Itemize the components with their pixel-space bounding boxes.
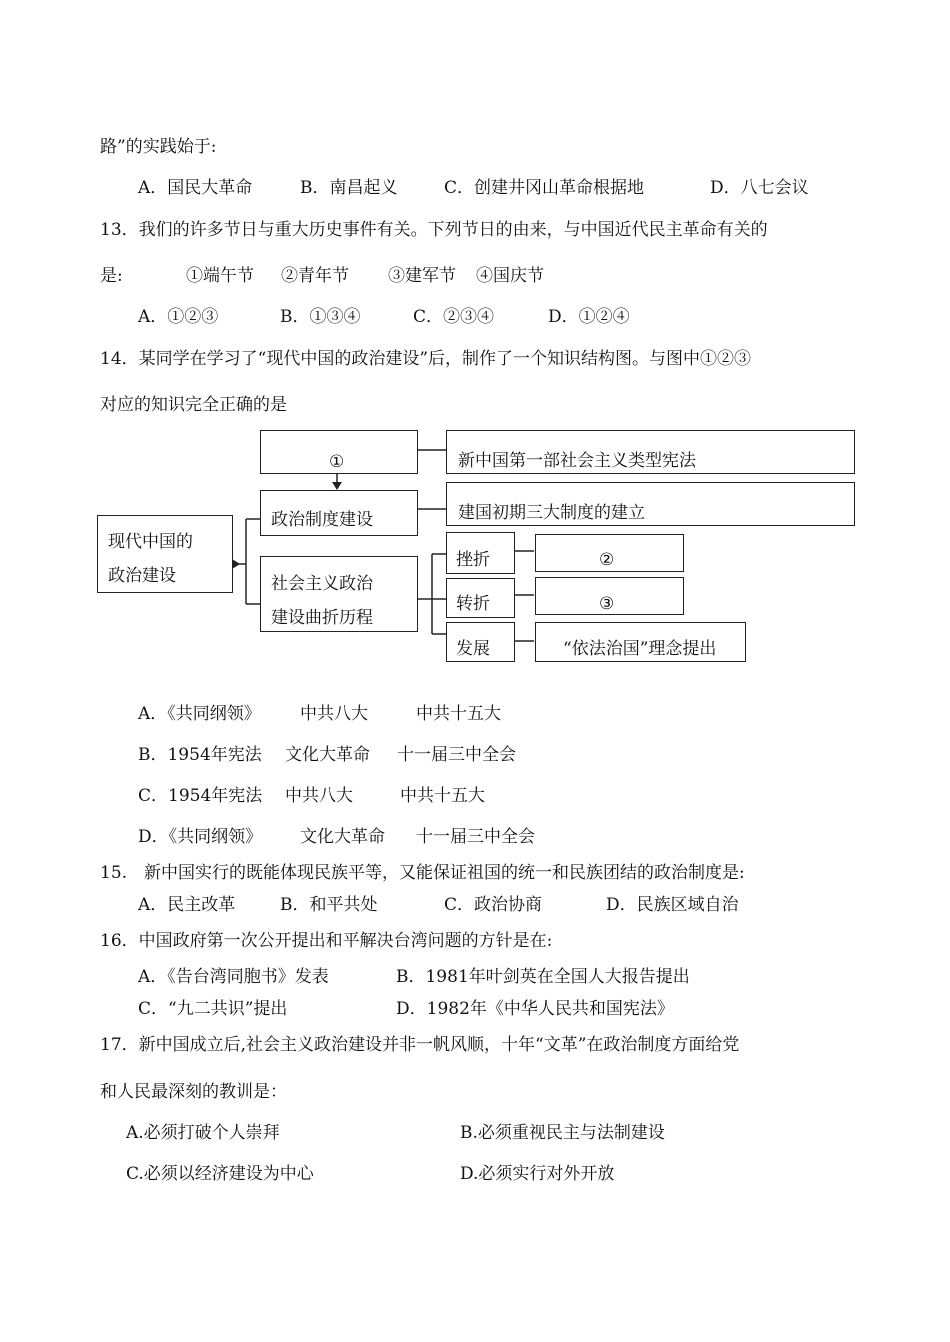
root-label-line2: 政治建设 xyxy=(108,566,176,586)
blank-1-label: ① xyxy=(329,452,345,472)
q17-option-c: C.必须以经济建设为中心 xyxy=(126,1164,314,1184)
blank-2-label: ② xyxy=(599,550,615,570)
q13-item-2: ②青年节 xyxy=(281,266,349,286)
q14-option-a-1: A．《共同纲领》 xyxy=(138,704,261,724)
q14-stem: 14．某同学在学习了“现代中国的政治建设”后，制作了一个知识结构图。与图中①②③ xyxy=(100,349,752,369)
q16-option-c: C．“九二共识”提出 xyxy=(138,999,288,1019)
q12-option-d: D．八七会议 xyxy=(710,178,809,198)
q12-option-b: B．南昌起义 xyxy=(300,178,398,198)
q12-option-c: C．创建井冈山革命根据地 xyxy=(444,178,645,198)
q15-option-b: B．和平共处 xyxy=(280,895,378,915)
political-system-label: 政治制度建设 xyxy=(271,510,373,530)
q17-stem: 17．新中国成立后,社会主义政治建设并非一帆风顺，十年“文革”在政治制度方面给党 xyxy=(100,1035,740,1055)
blank-3-label: ③ xyxy=(599,594,615,614)
q13-item-1: ①端午节 xyxy=(186,266,254,286)
q15-option-a: A．民主改革 xyxy=(138,895,236,915)
q16-option-a: A．《告台湾同胞书》发表 xyxy=(138,967,329,987)
q16-option-b: B．1981年叶剑英在全国人大报告提出 xyxy=(396,967,690,987)
q13-option-c: C．②③④ xyxy=(413,307,495,327)
q14-option-b-2: 文化大革命 xyxy=(285,745,370,765)
q14-option-b-1: B．1954年宪法 xyxy=(138,745,262,765)
q16-option-d: D．1982年《中华人民共和国宪法》 xyxy=(396,999,674,1019)
q12-option-a: A．国民大革命 xyxy=(138,178,253,198)
q14-option-d-1: D．《共同纲领》 xyxy=(138,827,263,847)
rule-of-law-label: “依法治国”理念提出 xyxy=(563,639,717,659)
root-label-line1: 现代中国的 xyxy=(108,532,193,552)
q14-option-a-3: 中共十五大 xyxy=(416,704,501,724)
q14-option-d-3: 十一届三中全会 xyxy=(416,827,535,847)
q15-option-c: C．政治协商 xyxy=(444,895,543,915)
tortuous-course-line1: 社会主义政治 xyxy=(271,574,373,594)
q14-option-a-2: 中共八大 xyxy=(300,704,368,724)
q17-option-b: B.必须重视民主与法制建设 xyxy=(460,1123,665,1143)
development-label: 发展 xyxy=(456,639,490,659)
q15-option-d: D．民族区域自治 xyxy=(606,895,739,915)
q13-option-a: A．①②③ xyxy=(138,307,219,327)
q17-option-d: D.必须实行对外开放 xyxy=(460,1164,615,1184)
q14-option-c-1: C．1954年宪法 xyxy=(138,786,263,806)
q13-stem: 13．我们的许多节日与重大历史事件有关。下列节日的由来，与中国近代民主革命有关的 xyxy=(100,220,768,240)
q14-stem-line2: 对应的知识完全正确的是 xyxy=(100,395,287,415)
q17-option-a: A.必须打破个人崇拜 xyxy=(126,1123,280,1143)
q12-stem-continuation: 路”的实践始于: xyxy=(100,137,217,157)
q14-option-c-3: 中共十五大 xyxy=(400,786,485,806)
turning-point-label: 转折 xyxy=(456,594,490,614)
q13-item-3: ③建军节 xyxy=(388,266,456,286)
q14-option-b-3: 十一届三中全会 xyxy=(397,745,516,765)
q17-stem-line2: 和人民最深刻的教训是： xyxy=(100,1082,287,1102)
q14-option-d-2: 文化大革命 xyxy=(300,827,385,847)
q15-stem: 15. 新中国实行的既能体现民族平等，又能保证祖国的统一和民族团结的政治制度是: xyxy=(100,863,745,883)
tortuous-course-line2: 建设曲折历程 xyxy=(271,608,373,628)
q13-option-d: D．①②④ xyxy=(548,307,630,327)
q16-stem: 16．中国政府第一次公开提出和平解决台湾问题的方针是在: xyxy=(100,931,553,951)
setback-label: 挫折 xyxy=(456,550,490,570)
q13-option-b: B．①③④ xyxy=(280,307,361,327)
q14-option-c-2: 中共八大 xyxy=(285,786,353,806)
q13-stem-line2: 是: xyxy=(100,266,123,286)
three-systems-label: 建国初期三大制度的建立 xyxy=(458,503,645,523)
q13-item-4: ④国庆节 xyxy=(476,266,544,286)
constitution-label: 新中国第一部社会主义类型宪法 xyxy=(458,451,696,471)
